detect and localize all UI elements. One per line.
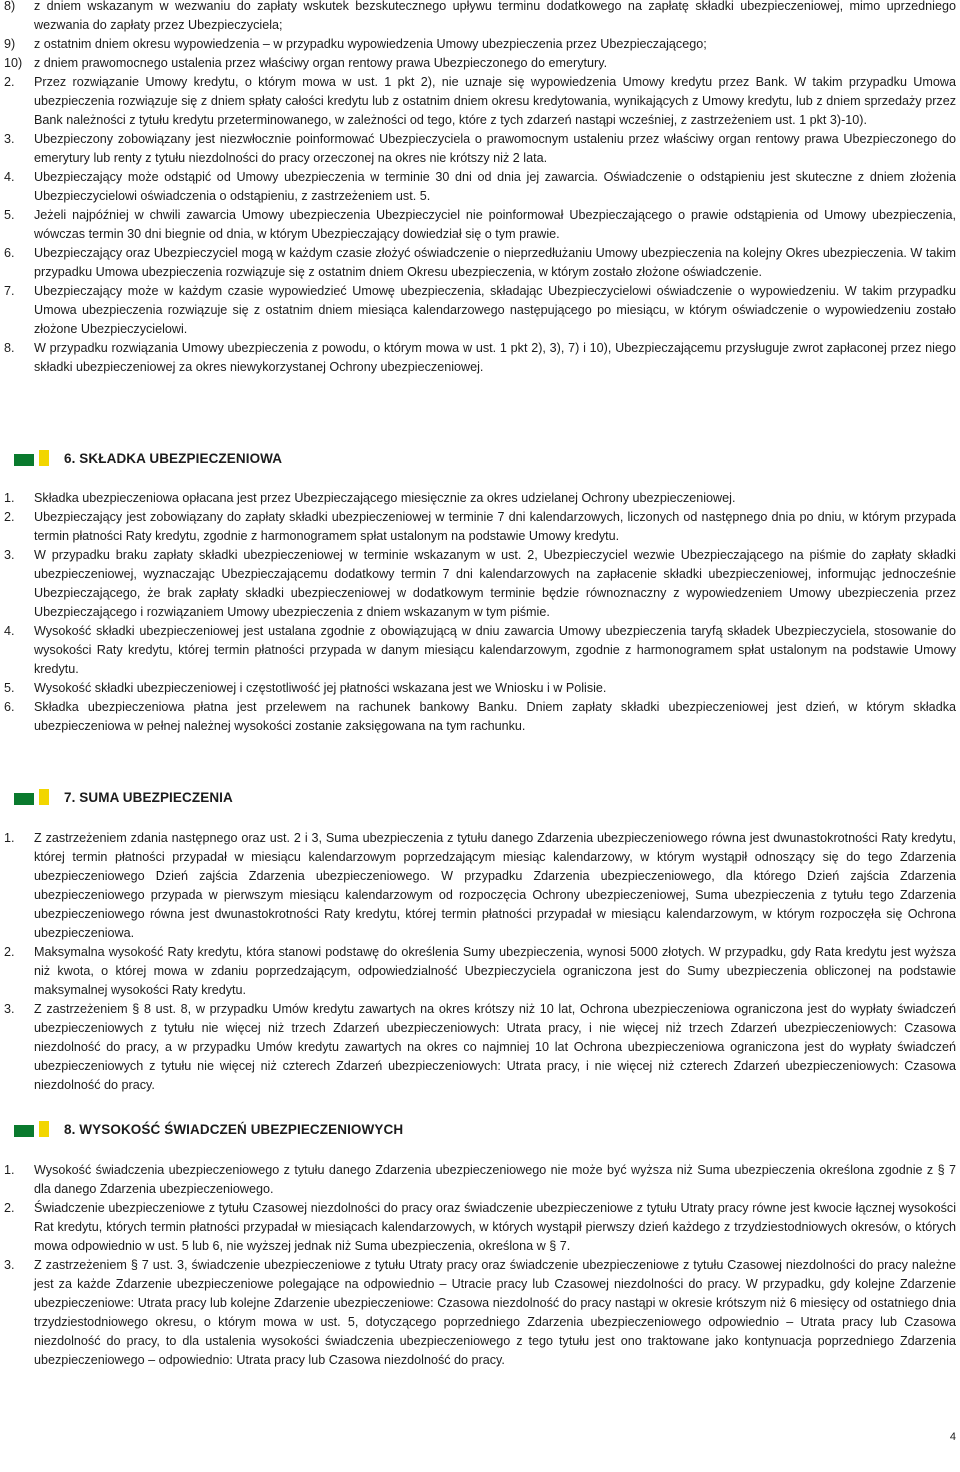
paragraph-text: Ubezpieczony zobowiązany jest niezwłocznie poinformować Ubezpieczyciela o prawomocnym ustaleniu przez właściwy organ rentowy prawa Ubezpieczonego do emerytury lub renty z tytułu niezdolności do pracy orzeczonej na okres nie krótszy niż 2 lata. xyxy=(34,132,956,165)
paragraph-2 xyxy=(4,943,958,1000)
green-bar-icon xyxy=(14,793,34,805)
section-title: 7. SUMA UBEZPIECZENIA xyxy=(64,790,233,805)
paragraph-text: Z zastrzeżeniem § 7 ust. 3, świadczenie ubezpieczeniowe z tytułu Utraty pracy oraz świadczenie ubezpieczeniowe z tytułu Czasowej niezdolności do pracy należne jest za każde Zdarzenie ubezpieczeniowe polegające na odpowiednio – Utracie pracy lub Czasowej niezdolności do pracy. W przypadku, gdy kolejne Zdarzenie ubezpieczeniowe: Utrata pracy lub kolejne Zdarzenie ubezpieczeniowe: Czasowa niezdolność do pracy nastąpi w okresie krótszym niż 6 miesięcy od ostatniego dnia trzydziestodniowego okresu, o którym mowa w ust. 5, dotyczącego poprzedniego Zdarzenia ubezpieczeniowego odpowiednio – Utrata pracy lub Czasowa niezdolność do pracy, to dla ustalenia wysokości świadczenia ubezpieczeniowego z tego tytułu jest ono traktowane jako kontynuacja poprzedniego Zdarzenia ubezpieczeniowego – odpowiednio: Utrata pracy lub Czasowa niezdolność do pracy. xyxy=(34,1258,956,1367)
paragraph-text: Jeżeli najpóźniej w chwili zawarcia Umowy ubezpieczenia Ubezpieczyciel nie poinformował Ubezpieczającego o prawie odstąpienia od Umowy ubezpieczenia, wówczas termin 30 dni biegnie od dnia, w którym Ubezpieczający dowiedział się o tym prawie. xyxy=(34,208,956,241)
paragraph-text: Ubezpieczający oraz Ubezpieczyciel mogą w każdym czasie złożyć oświadczenie o nieprzedłużaniu Umowy ubezpieczenia na kolejny Okres ubezpieczenia. W takim przypadku Umowa ubezpieczenia rozwiązuje się z ostatnim dniem Okresu ubezpieczenia, w którym zostało złożone oświadczenie. xyxy=(34,246,956,279)
paragraph-text: W przypadku braku zapłaty składki ubezpieczeniowej w terminie wskazanym w ust. 2, Ubezpieczyciel wezwie Ubezpieczającego na piśmie do zapłaty składki ubezpieczeniowej, wyznaczając Ubezpieczającemu dodatkowy termin 7 dni kalendarzowych na zapłacenie składki ubezpieczeniowej, informując jednocześnie Ubezpieczającego, że brak zapłaty składki ubezpieczeniowej w dodatkowym terminie będzie równoznaczny z wypowiedzeniem Umowy ubezpieczenia przez Ubezpieczającego i rozwiązaniem Umowy ubezpieczenia z dniem wskazanym w tym piśmie. xyxy=(34,548,956,619)
paragraph-text: Przez rozwiązanie Umowy kredytu, o którym mowa w ust. 1 pkt 2), nie uznaje się wypowiedzenia Umowy kredytu przez Bank. W takim przypadku Umowa ubezpieczenia rozwiązuje się z dniem spłaty całości kredytu lub z ostatnim dniem okresu kredytowania, wynikających z Umowy kredytu, lub z dniem sprzedaży przez Bank należności z tytułu kredytu przeterminowanego, w zależności od tego, które z tych zdarzeń nastąpi wcześniej, z zastrzeżeniem ust. 1 pkt 3)-10). xyxy=(34,75,956,127)
paragraph-number: 6. xyxy=(4,246,15,260)
paragraph-4 xyxy=(4,622,958,679)
list-item-9 xyxy=(4,35,958,54)
paragraph-1 xyxy=(4,829,958,943)
paragraph-number: 1. xyxy=(4,1163,15,1177)
paragraph-1 xyxy=(4,489,958,508)
green-bar-icon xyxy=(14,454,34,466)
section-6-body xyxy=(4,489,958,736)
list-item-10 xyxy=(4,54,958,73)
section-8-heading xyxy=(0,1121,960,1141)
paragraph-text: Wysokość świadczenia ubezpieczeniowego z tytułu danego Zdarzenia ubezpieczeniowego nie może być wyższa niż Suma ubezpieczenia określona zgodnie z § 7 dla danego Zdarzenia ubezpieczeniowego. xyxy=(34,1163,956,1196)
paragraph-number: 2. xyxy=(4,75,15,89)
paragraph-text: W przypadku rozwiązania Umowy ubezpieczenia z powodu, o którym mowa w ust. 1 pkt 2), 3), 7) i 10), Ubezpieczającemu przysługuje zwrot zapłaconej przez niego składki ubezpieczeniowej za okres niewykorzystanej Ochrony ubezpieczeniowej. xyxy=(34,341,956,374)
section5-continuation xyxy=(4,0,958,377)
paragraph-2 xyxy=(4,73,958,130)
yellow-bar-icon xyxy=(39,450,49,466)
paragraph-3 xyxy=(4,1000,958,1095)
yellow-bar-icon xyxy=(39,1121,49,1137)
paragraph-text: Świadczenie ubezpieczeniowe z tytułu Czasowej niezdolności do pracy oraz świadczenie ubezpieczeniowe z tytułu Utraty pracy równe jest kwocie łącznej wysokości Rat kredytu, których termin płatności przypadał w miesiącach kalendarzowych, w których wystąpił pierwszy dzień każdego z trzydziestodniowych okresów, o których mowa odpowiednio w ust. 5 lub 6, nie wyższej jednak niż Suma ubezpieczenia, określona w § 7. xyxy=(34,1201,956,1253)
paragraph-1 xyxy=(4,1161,958,1199)
paragraph-number: 3. xyxy=(4,1002,15,1016)
paragraph-3 xyxy=(4,546,958,622)
list-item-8 xyxy=(4,0,958,35)
paragraph-text: Z zastrzeżeniem § 8 ust. 8, w przypadku Umów kredytu zawartych na okres krótszy niż 10 lat, Ochrona ubezpieczeniowa ograniczona jest do wypłaty świadczeń ubezpieczeniowych z tytułu nie więcej niż trzech Zdarzeń ubezpieczeniowych: Utrata pracy, i nie więcej niż trzech Zdarzeń ubezpieczeniowych: Czasowa niezdolność do pracy, a w przypadku Umów kredytu zawartych na okres co najmniej 10 lat Ochrona ubezpieczeniowa ograniczona jest do wypłaty świadczeń ubezpieczeniowych z tytułu nie więcej niż czterech Zdarzeń ubezpieczeniowych: Utrata pracy, i nie więcej niż czterech Zdarzeń ubezpieczeniowych: Czasowa niezdolność do pracy. xyxy=(34,1002,956,1092)
paragraph-number: 3. xyxy=(4,548,15,562)
paragraph-text: Ubezpieczający może odstąpić od Umowy ubezpieczenia w terminie 30 dni od dnia jej zawarcia. Oświadczenie o odstąpieniu jest skuteczne z dniem złożenia Ubezpieczycielowi oświadczenia o odstąpieniu, z zastrzeżeniem ust. 5. xyxy=(34,170,956,203)
paragraph-number: 1. xyxy=(4,491,15,505)
paragraph-text: Wysokość składki ubezpieczeniowej jest ustalana zgodnie z obowiązującą w dniu zawarcia Umowy ubezpieczenia taryfą składek Ubezpieczyciela, stosowanie do wysokości Raty kredytu, której termin płatności przypada w danym miesiącu kalendarzowym, zgodnie z harmonogramem spłat ustalonym na podstawie Umowy kredytu. xyxy=(34,624,956,676)
paragraph-number: 3. xyxy=(4,132,15,146)
section-title: 6. SKŁADKA UBEZPIECZENIOWA xyxy=(64,451,283,466)
yellow-bar-icon xyxy=(39,789,49,805)
item-text: z dniem prawomocnego ustalenia przez właściwy organ rentowy prawa Ubezpieczonego do emerytury. xyxy=(34,56,608,70)
page-number: 4 xyxy=(949,1431,956,1443)
paragraph-2 xyxy=(4,508,958,546)
item-text: z ostatnim dniem okresu wypowiedzenia – w przypadku wypowiedzenia Umowy ubezpieczenia przez Ubezpieczającego; xyxy=(34,37,707,51)
item-text: z dniem wskazanym w wezwaniu do zapłaty wskutek bezskutecznego upływu terminu dodatkowego na zapłatę składki ubezpieczeniowej, mimo uprzedniego wezwania do zapłaty przez Ubezpieczyciela; xyxy=(34,0,956,32)
item-number: 9) xyxy=(4,37,16,51)
paragraph-number: 1. xyxy=(4,831,15,845)
paragraph-number: 2. xyxy=(4,510,15,524)
section-6-heading xyxy=(0,450,960,470)
paragraph-text: Wysokość składki ubezpieczeniowej i częstotliwość jej płatności wskazana jest we Wniosku i w Polisie. xyxy=(34,681,607,695)
paragraph-4 xyxy=(4,168,958,206)
paragraph-text: Maksymalna wysokość Raty kredytu, która stanowi podstawę do określenia Sumy ubezpieczenia, wynosi 5000 złotych. W przypadku, gdy Rata kredytu jest wyższa niż kwota, o której mowa w zdaniu poprzedzającym, odpowiedzialność Ubezpieczyciela ograniczona jest do Sumy ubezpieczenia obliczonej na podstawie maksymalnej wysokości Raty kredytu. xyxy=(34,945,956,997)
paragraph-text: Z zastrzeżeniem zdania następnego oraz ust. 2 i 3, Suma ubezpieczenia z tytułu danego Zdarzenia ubezpieczeniowego równa jest dwunastokrotności Raty kredytu, której termin płatności przypadał w miesiącu kalendarzowym poprzedzającym miesiąc kalendarzowy, w którym wystąpił odnoszący się do tego Zdarzenia ubezpieczeniowego Dzień zajścia Zdarzenia ubezpieczeniowego. W przypadku Zdarzenia ubezpieczeniowego, dla którego Dzień zajścia Zdarzenia ubezpieczeniowego przypada w pierwszym miesiącu kalendarzowym od rozpoczęcia Ochrony ubezpieczeniowej, Suma ubezpieczenia z tytułu tego Zdarzenia ubezpieczeniowego równa jest dwunastokrotności Raty kredytu, której termin płatności przypadał w miesiącu kalendarzowym, w którym rozpoczęła się Ochrona ubezpieczeniowa. xyxy=(34,831,956,940)
paragraph-3 xyxy=(4,130,958,168)
paragraph-number: 5. xyxy=(4,208,15,222)
paragraph-7 xyxy=(4,282,958,339)
paragraph-8 xyxy=(4,339,958,377)
paragraph-5 xyxy=(4,206,958,244)
paragraph-3 xyxy=(4,1256,958,1370)
section-title: 8. WYSOKOŚĆ ŚWIADCZEŃ UBEZPIECZENIOWYCH xyxy=(64,1122,404,1137)
paragraph-number: 8. xyxy=(4,341,15,355)
paragraph-6 xyxy=(4,244,958,282)
paragraph-number: 2. xyxy=(4,945,15,959)
section-7-body xyxy=(4,829,958,1095)
paragraph-number: 4. xyxy=(4,624,15,638)
paragraph-text: Składka ubezpieczeniowa opłacana jest przez Ubezpieczającego miesięcznie za okres udzielanej Ochrony ubezpieczeniowej. xyxy=(34,491,736,505)
paragraph-number: 5. xyxy=(4,681,15,695)
paragraph-5 xyxy=(4,679,958,698)
section-7-heading xyxy=(0,789,960,809)
item-number: 10) xyxy=(4,56,23,70)
paragraph-number: 4. xyxy=(4,170,15,184)
green-bar-icon xyxy=(14,1125,34,1137)
paragraph-text: Ubezpieczający może w każdym czasie wypowiedzieć Umowę ubezpieczenia, składając Ubezpieczycielowi oświadczenie o wypowiedzeniu. W takim przypadku Umowa ubezpieczenia rozwiązuje się z ostatnim dniem miesiąca kalendarzowego następującego po miesiącu, w którym oświadczenie o wypowiedzeniu zostało złożone Ubezpieczycielowi. xyxy=(34,284,956,336)
paragraph-text: Składka ubezpieczeniowa płatna jest przelewem na rachunek bankowy Banku. Dniem zapłaty składki ubezpieczeniowej jest dzień, w którym składka ubezpieczeniowa w pełnej należnej wysokości zostanie zaksięgowana na tym rachunku. xyxy=(34,700,956,733)
paragraph-text: Ubezpieczający jest zobowiązany do zapłaty składki ubezpieczeniowej w terminie 7 dni kalendarzowych, liczonych od następnego dnia po dniu, w którym przypada termin płatności Raty kredytu, zgodnie z harmonogramem spłat ustalonym na podstawie Umowy kredytu. xyxy=(34,510,956,543)
paragraph-6 xyxy=(4,698,958,736)
item-number: 8) xyxy=(4,0,16,13)
paragraph-number: 3. xyxy=(4,1258,15,1272)
section-8-body xyxy=(4,1161,958,1370)
paragraph-number: 2. xyxy=(4,1201,15,1215)
paragraph-2 xyxy=(4,1199,958,1256)
paragraph-number: 6. xyxy=(4,700,15,714)
paragraph-number: 7. xyxy=(4,284,15,298)
